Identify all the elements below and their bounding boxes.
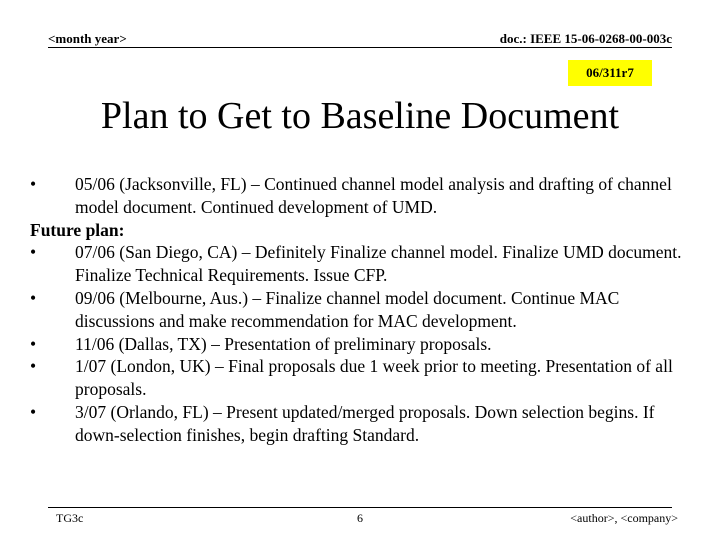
footer-group: TG3c: [56, 511, 84, 525]
list-item-text: 05/06 (Jacksonville, FL) – Continued channel model analysis and drafting of channel model document. Continued development of UMD.: [75, 174, 672, 217]
list-item: [30, 355, 690, 401]
footer-divider: [48, 507, 672, 508]
slide-body: [30, 173, 690, 447]
list-item: [30, 401, 690, 447]
page-number: 6: [357, 511, 363, 525]
list-item: [30, 173, 690, 219]
bullet-icon: •: [30, 333, 37, 354]
revision-badge: 06/311r7: [568, 60, 652, 86]
header-divider: [48, 47, 672, 48]
footer-author: <author>, <company>: [570, 511, 678, 525]
bullet-icon: •: [30, 401, 37, 422]
future-plan-heading: Future plan:: [30, 219, 125, 240]
list-item-text: 3/07 (Orlando, FL) – Present updated/merged proposals. Down selection begins. If down-selection finishes, begin drafting Standard.: [75, 401, 655, 445]
list-item-text: 11/06 (Dallas, TX) – Presentation of preliminary proposals.: [75, 333, 492, 354]
header-date: <month year>: [48, 31, 127, 46]
bullet-icon: •: [30, 287, 37, 308]
list-item-text: 1/07 (London, UK) – Final proposals due 1 week prior to meeting. Presentation of all proposals.: [75, 356, 673, 400]
list-item: [30, 287, 690, 333]
header-doc-id: doc.: IEEE 15-06-0268-00-003c: [499, 31, 672, 46]
bullet-icon: •: [30, 174, 37, 194]
slide-title: Plan to Get to Baseline Document: [100, 95, 620, 137]
list-item-text: 07/06 (San Diego, CA) – Definitely Finalize channel model. Finalize UMD document. Finalize Technical Requirements. Issue CFP.: [75, 242, 682, 286]
list-item-text: 09/06 (Melbourne, Aus.) – Finalize channel model document. Continue MAC discussions and make recommendation for MAC development.: [75, 287, 620, 331]
bullet-icon: •: [30, 356, 37, 377]
bullet-icon: •: [30, 242, 37, 263]
list-item: [30, 241, 690, 287]
list-item: [30, 333, 690, 356]
